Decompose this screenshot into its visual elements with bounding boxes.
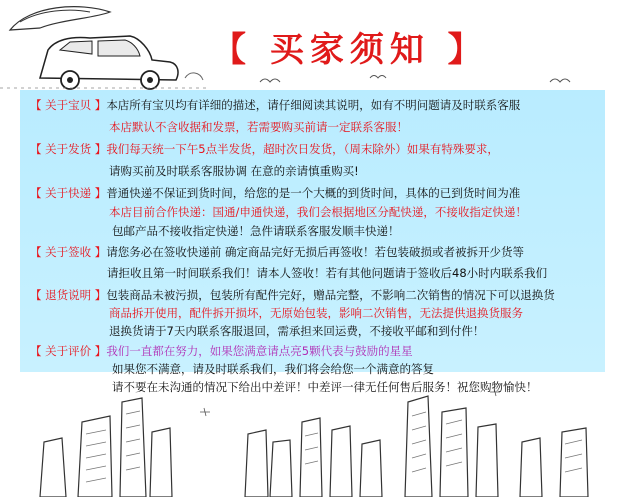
section-about-courier [30, 186, 520, 200]
section-tag: 【 关于宝贝 】 [30, 98, 107, 112]
section-line: 本店默认不含收据和发票，若需要购买前请一定联系客服！ [109, 120, 408, 134]
section-line: 商品拆开使用，配件拆开损坏，无原始包装，影响二次销售，无法提供退换货服务 [109, 306, 523, 320]
section-line: 本店目前合作快递：国通/申通快递，我们会根据地区分配快递，不接收指定快递！ [109, 205, 527, 219]
section-line: 请不要在未沟通的情况下给出中差评！中差评一律无任何售后服务！祝您购物愉快！ [112, 380, 538, 394]
section-text: 我们一直都在努力，如果您满意请点亮5颗代表与鼓励的星星 [106, 344, 413, 358]
section-line: 请购买前及时联系客服协调 在意的亲请慎重购买! [109, 164, 359, 178]
section-tag: 【 退货说明 】 [30, 288, 107, 302]
section-text: 请您务必在签收快递前 确定商品完好无损后再签收！若包装破损或者被拆开少货等 [106, 245, 524, 259]
section-about-shipping [30, 142, 499, 156]
section-line: 如果您不满意，请及时联系我们，我们将会给您一个满意的答复 [112, 362, 434, 376]
car-illustration [0, 0, 210, 92]
section-tag: 【 关于快递 】 [30, 186, 107, 200]
section-line: 请拒收且第一时间联系我们！请本人签收！若有其他问题请于签收后48小时内联系我们 [107, 266, 548, 280]
section-tag: 【 关于发货 】 [30, 142, 107, 156]
section-text: 普通快递不保证到货时间，给您的是一个大概的到货时间，具体的已到货时间为准 [106, 186, 521, 200]
section-about-reviews [30, 344, 413, 358]
section-about-signing [30, 245, 524, 259]
section-line: 包邮产品不接收指定快递！急件请联系客服发顺丰快递！ [112, 224, 400, 238]
page-title: 【 买家须知 】 [212, 30, 488, 70]
section-text: 包装商品未被污损，包装所有配件完好，赠品完整，不影响二次销售的情况下可以退换货 [106, 288, 555, 302]
section-line: 退换货请于7天内联系客服退回，需承担来回运费，不接收平邮和到付件！ [109, 324, 485, 338]
bird-doodles [250, 68, 610, 92]
section-text: 我们每天统一下午5点半发货，超时次日发货，（周末除外）如果有特殊要求， [106, 142, 499, 156]
section-about-product [30, 98, 520, 112]
section-text: 本店所有宝贝均有详细的描述，请仔细阅读其说明，如有不明问题请及时联系客服 [106, 98, 521, 112]
section-returns [30, 288, 555, 302]
section-tag: 【 关于评价 】 [30, 344, 107, 358]
section-tag: 【 关于签收 】 [30, 245, 107, 259]
